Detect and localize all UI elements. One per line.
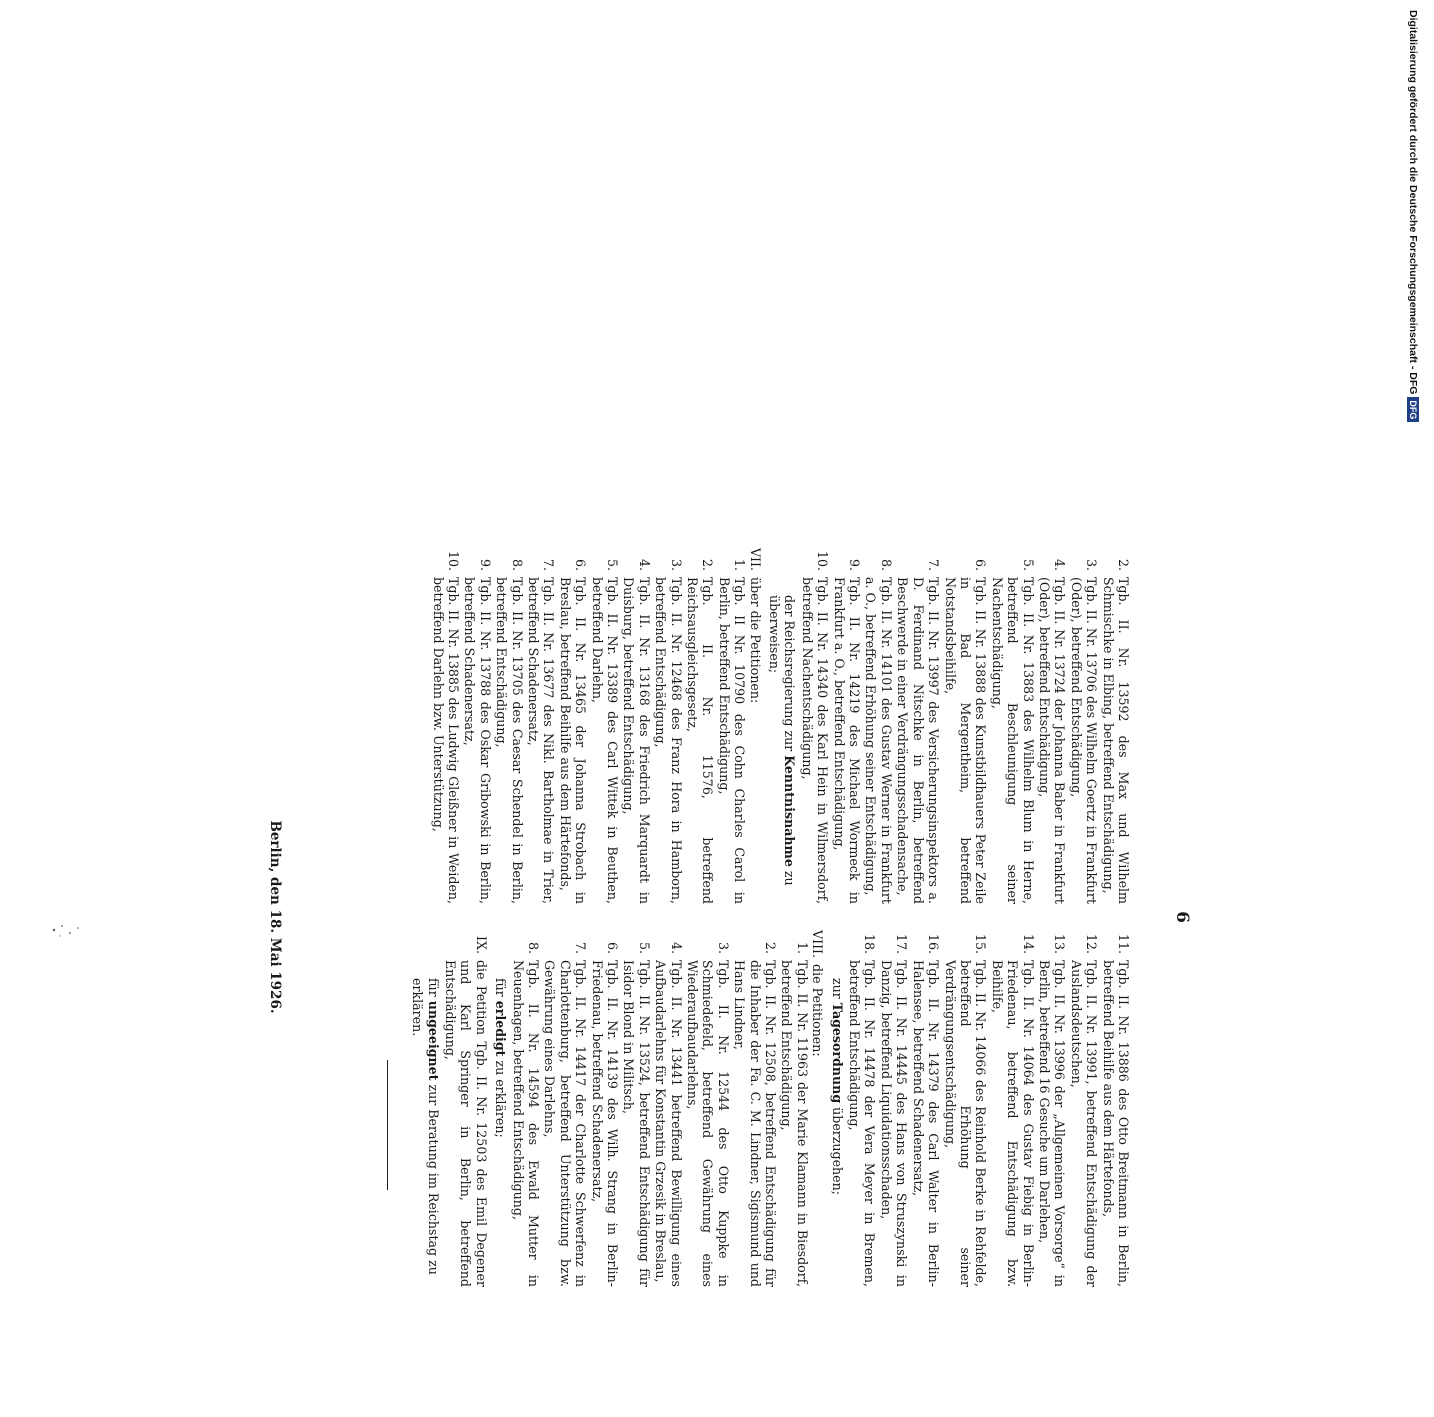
section-vii-heading: VII. über die Petitionen: (747, 547, 763, 704)
list-item: 6. Tgb. II. Nr. 13465 der Johanna Strobach in Breslau, betreffend Beihilfe aus dem Härtefonds, (557, 558, 589, 904)
list-item: 3. Tgb. II. Nr. 13706 des Wilhelm Goertz in Frankfurt (Oder), betreffend Entschädigung, (1068, 558, 1100, 904)
list-item: 2. Tgb. II. Nr. 11576, betreffend Reichsausgleichsgesetz, (685, 558, 716, 904)
list-item: 4. Tgb. II. Nr. 13724 der Johanna Baber in Frankfurt (Oder), betreffend Entschädigung, (1036, 558, 1068, 904)
list-item: 10. Tgb. II. Nr. 13885 des Ludwig Gleißner in Weiden, betreffend Darlehn bzw. Unterstützung, (430, 550, 461, 904)
left-list-b (430, 547, 747, 904)
left-column (387, 547, 1131, 904)
right-list-b (510, 930, 810, 1287)
list-item: 15. Tgb. II. Nr. 14066 des Reinhold Berke in Rehfelde, betreffend Erhöhung seiner Verdrängungsentschädigung, (942, 933, 989, 1287)
text-columns (387, 547, 1131, 1287)
document-page (117, 417, 1217, 1417)
list-item: 6. Tgb. II. Nr. 14139 des Wilh. Strang in Berlin-Friedenau, betreffend Schadenersatz, (589, 941, 620, 1287)
list-item: 7. Tgb. II. Nr. 13997 des Versicherungsinspektors a. D. Ferdinand Nitschke in Berlin, betreffend Beschwerde in einer Verdrängungsschadensache, (895, 558, 942, 904)
list-item: 5. Tgb. II. Nr. 13883 des Wilhelm Blum in Herne, betreffend Beschleunigung seiner Nachentschädigung, (989, 558, 1036, 904)
resolution-erledigt: für erledigt zu erklären; (493, 978, 509, 1138)
list-item: 7. Tgb. II. Nr. 14417 der Charlotte Schwerfenz in Charlottenburg, betreffend Unterstützung bzw. Gewährung eines Darlehns, (542, 941, 589, 1287)
scan-specks (48, 906, 108, 946)
list-item: 2. Tgb. II. Nr. 12508, betreffend Entschädigung für die Inhaber der Fa. C. M. Lindner, Sigismund und Hans Lindner, (732, 941, 779, 1287)
right-column (387, 930, 1131, 1287)
list-item: 8. Tgb. II. Nr. 13705 des Caesar Schendel in Berlin, betreffend Entschädigung, (494, 558, 525, 904)
list-item: 14. Tgb. II. Nr. 14064 des Gustav Fiebig in Berlin-Friedenau, betreffend Entschädigung bzw. Beihilfe, (989, 933, 1036, 1287)
list-item: 9. Tgb. II. Nr. 14219 des Michael Wormeck in Frankfurt a. O., betreffend Entschädigung, (831, 558, 863, 904)
list-item: 1. Tgb. II. Nr. 11963 der Marie Klamann in Biesdorf, betreffend Entschädigung, (779, 941, 810, 1287)
digitization-note (1406, 0, 1432, 1000)
list-item: 18. Tgb. II. Nr. 14478 der Vera Meyer in Bremen, betreffend Entschädigung, (847, 933, 878, 1287)
list-item: 5. Tgb. II. Nr. 13389 des Carl Wittek in Beuthen, betreffend Darlehn, (589, 558, 620, 904)
page-number: 6 (1172, 911, 1192, 923)
section-ix: IX. die Petition Tgb. II. Nr. 12503 des Emil Degener und Karl Springer in Berlin, betreffend Entschädigung, (442, 936, 489, 1287)
list-item: 7. Tgb. II. Nr. 13677 des Nikl. Bartholmae in Trier, betreffend Schadenersatz, (525, 558, 557, 904)
list-item: 11. Tgb. II. Nr. 13886 des Otto Breitmann in Berlin, betreffend Beihilfe aus dem Härtefonds, (1100, 933, 1131, 1287)
dfg-logo: DFG (1407, 397, 1419, 422)
margin-note-text: Digitalisierung gefördert durch die Deutsche Forschungsgemeinschaft - DFG (1407, 10, 1419, 395)
list-item: 5. Tgb. II. Nr. 13524, betreffend Entschädigung für Isidor Blond in Militsch, (621, 941, 652, 1287)
list-item: 4. Tgb. II. Nr. 13168 des Friedrich Marquardt in Duisburg, betreffend Entschädigung, (621, 558, 652, 904)
resolution-ungeeignet: für ungeeignet zur Beratung im Reichstag zu erklären. (410, 978, 441, 1275)
resolution-kenntnisnahme: der Reichsregierung zur Kenntnisnahme zu überweisen; (767, 595, 798, 886)
list-item: 2. Tgb. II. Nr. 13592 des Max und Wilhelm Schmischke in Elbing, betreffend Entschädigung, (1100, 558, 1131, 904)
list-item: 17. Tgb. II. Nr. 14445 des Hans von Struszynski in Danzig, betreffend Liquidationsschaden, (878, 933, 910, 1287)
date-line: Berlin, den 18. Mai 1926. (267, 820, 284, 1014)
closing-rule (387, 1060, 388, 1190)
resolution-tagesordnung: zur Tagesordnung überzugehen; (829, 978, 845, 1195)
list-item: 9. Tgb. II. Nr. 13788 des Oskar Gribowski in Berlin, betreffend Schadenersatz, (462, 558, 493, 904)
list-item: 4. Tgb. II. Nr. 13441 betreffend Bewilligung eines Aufbaudarlehns für Konstantin Grzesik in Breslau, (653, 941, 684, 1287)
list-item: 1. Tgb. II Nr. 10790 des Cohn Charles Carol in Berlin, betreffend Entschädigung, (716, 558, 748, 904)
list-item: 8. Tgb. II. Nr. 14101 des Gustav Werner in Frankfurt a. O., betreffend Erhöhung seiner Entschädigung, (863, 558, 894, 904)
list-item: 13. Tgb. II. Nr. 13996 der „Allgemeinen Vorsorge“ in Berlin, betreffend 16 Gesuche um Darlehen, (1036, 933, 1068, 1287)
left-list-a (799, 547, 1131, 904)
right-list-a (847, 930, 1131, 1287)
list-item: 8. Tgb. II. Nr. 14594 des Ewald Mutter in Neuenhagen, betreffend Entschädigung, (510, 941, 541, 1287)
list-item: 6. Tgb. II. Nr. 13888 des Kunstbildhauers Peter Zeile in Bad Mergentheim, betreffend Notstandsbeihilfe, (942, 558, 989, 904)
list-item: 12. Tgb. II. Nr. 13991, betreffend Entschädigung der Auslandsdeutschen, (1068, 933, 1100, 1287)
list-item: 3. Tgb. II. Nr. 12468 des Franz Hora in Hamborn, betreffend Entschädigung, (653, 558, 684, 904)
list-item: 16. Tgb. II. Nr. 14379 des Carl Walter in Berlin-Halensee, betreffend Schadenersatz, (910, 933, 942, 1287)
list-item: 3. Tgb. II. Nr. 12544 des Otto Kuppke in Schmiedefeld, betreffend Gewährung eines Wiederaufbaudarlehns, (685, 941, 731, 1287)
list-item: 10. Tgb. II. Nr. 14340 des Karl Hein in Wilmersdorf, betreffend Nachentschädigung, (799, 550, 831, 904)
section-viii-heading: VIII. die Petitionen: (810, 930, 826, 1057)
